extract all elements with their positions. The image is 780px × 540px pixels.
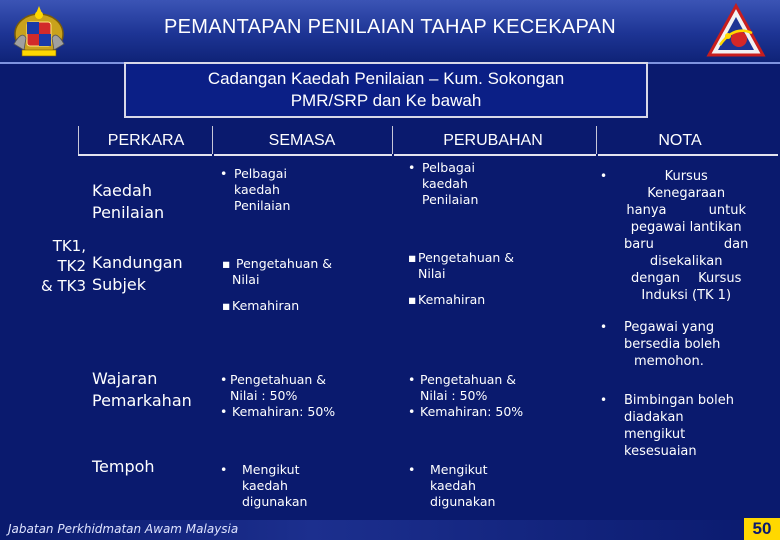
row-label-line: Penilaian — [92, 203, 165, 222]
bullet-icon: ▪ — [408, 292, 417, 307]
cell-text: Kemahiran: 50% — [420, 404, 524, 419]
nota-line: memohon. — [634, 354, 704, 369]
nota-line: bersedia boleh — [624, 337, 721, 352]
cell-text: Kemahiran — [418, 292, 486, 307]
subtitle-box — [124, 62, 648, 118]
bullet-icon: • — [408, 372, 416, 387]
cell-text: Kemahiran: 50% — [232, 404, 336, 419]
row-label-wajaran-pemarkahan — [92, 368, 192, 412]
tk-level-label — [24, 236, 86, 296]
cell-text: Pengetahuan & — [420, 372, 517, 387]
cell-text: Kemahiran — [232, 298, 300, 313]
row-label-tempoh — [92, 456, 155, 478]
nota-text — [624, 319, 720, 370]
bullet-icon: ▪ — [408, 250, 417, 265]
row-label-line: Pemarkahan — [92, 391, 192, 410]
semasa-wajaran-cell — [220, 372, 390, 420]
row-label-line: Kaedah — [92, 181, 152, 200]
bullet-icon: • — [220, 404, 228, 419]
column-header-perkara: PERKARA — [107, 132, 185, 149]
cell-text: digunakan — [242, 494, 308, 509]
header-underline — [394, 154, 596, 156]
tk-label-line: & TK3 — [40, 277, 86, 295]
perubahan-wajaran-cell — [408, 372, 588, 420]
bullet-icon: ▪ — [222, 256, 231, 271]
tk-label-line: TK1, — [52, 237, 86, 255]
perubahan-kandungan-cell — [408, 250, 578, 282]
nota-line: Kursus — [664, 169, 708, 184]
column-header-semasa: SEMASA — [268, 132, 336, 149]
cell-text: Pengetahuan & — [418, 250, 515, 265]
nota-line: kesesuaian — [624, 444, 697, 459]
footer-organization: Jabatan Perkhidmatan Awam Malaysia — [8, 522, 239, 536]
bullet-icon: • — [220, 166, 228, 181]
cell-text: Nilai — [418, 266, 446, 281]
header-underline — [598, 154, 778, 156]
row-label-line: Tempoh — [92, 457, 155, 476]
nota-line: Kenegaraan — [647, 186, 726, 201]
perubahan-kemahiran-cell — [408, 292, 578, 308]
column-divider — [212, 126, 213, 154]
semasa-kaedah-cell — [220, 166, 370, 214]
cell-text: Penilaian — [234, 198, 291, 213]
nota-item-pegawai — [600, 319, 750, 370]
nota-line: dengan Kursus — [631, 271, 742, 286]
cell-text: Pengetahuan & — [236, 256, 333, 271]
semasa-kandungan-cell — [222, 256, 382, 288]
bullet-icon: • — [220, 462, 228, 477]
column-header-nota: NOTA — [658, 132, 702, 149]
perubahan-kaedah-cell — [408, 160, 578, 208]
cell-text: kaedah — [430, 478, 476, 493]
bullet-icon: • — [600, 393, 608, 407]
bullet-icon: • — [408, 462, 416, 477]
nota-line: disekalikan — [649, 254, 723, 269]
column-header-perubahan: PERUBAHAN — [443, 132, 543, 149]
page-title: PEMANTAPAN PENILAIAN TAHAP KECEKAPAN — [163, 16, 617, 38]
nota-text — [624, 168, 748, 304]
cell-text: kaedah — [242, 478, 288, 493]
semasa-tempoh-cell — [220, 462, 380, 510]
cell-text: kaedah — [422, 176, 468, 191]
row-label-line: Kandungan — [92, 253, 183, 272]
header-underline — [214, 154, 392, 156]
nota-line: baru dan — [624, 237, 749, 252]
row-label-line: Subjek — [92, 275, 147, 294]
cell-text: Nilai : 50% — [420, 388, 488, 403]
nota-line: Pegawai yang — [624, 320, 715, 335]
nota-line: pegawai lantikan — [630, 220, 742, 235]
jpa-logo-icon — [706, 3, 766, 59]
nota-line: Induksi (TK 1) — [641, 288, 732, 303]
cell-text: Mengikut — [430, 462, 488, 477]
column-divider — [596, 126, 597, 154]
cell-text: Penilaian — [422, 192, 479, 207]
nota-item-bimbingan — [600, 392, 750, 460]
bullet-icon: ▪ — [222, 298, 231, 313]
cell-text: kaedah — [234, 182, 280, 197]
column-divider — [392, 126, 393, 154]
bullet-icon: • — [600, 169, 608, 183]
nota-item-kursus — [600, 168, 750, 304]
semasa-kemahiran-cell — [222, 298, 382, 314]
column-divider — [78, 126, 79, 154]
cell-text: Nilai : 50% — [230, 388, 298, 403]
cell-text: Pelbagai — [422, 160, 475, 175]
row-label-kandungan-subjek — [92, 252, 183, 296]
subtitle-line-1: Cadangan Kaedah Penilaian – Kum. Sokongan — [207, 69, 565, 88]
row-label-line: Wajaran — [92, 369, 158, 388]
nota-line: mengikut — [624, 427, 686, 442]
perubahan-tempoh-cell — [408, 462, 578, 510]
nota-line: hanya untuk — [626, 203, 746, 218]
bullet-icon: • — [600, 320, 608, 334]
nota-text — [624, 392, 734, 460]
bullet-icon: • — [220, 372, 228, 387]
bullet-icon: • — [408, 404, 416, 419]
subtitle-line-2: PMR/SRP dan Ke bawah — [290, 91, 482, 110]
nota-line: diadakan — [624, 410, 684, 425]
cell-text: Nilai — [232, 272, 260, 287]
row-label-kaedah-penilaian — [92, 180, 164, 224]
tk-label-line: TK2 — [57, 257, 86, 275]
page-number: 50 — [744, 518, 780, 540]
cell-text: digunakan — [430, 494, 496, 509]
header-underline — [78, 154, 212, 156]
bullet-icon: • — [408, 160, 416, 175]
cell-text: Pengetahuan & — [230, 372, 327, 387]
cell-text: Pelbagai — [234, 166, 287, 181]
nota-line: Bimbingan boleh — [624, 393, 734, 408]
cell-text: Mengikut — [242, 462, 300, 477]
